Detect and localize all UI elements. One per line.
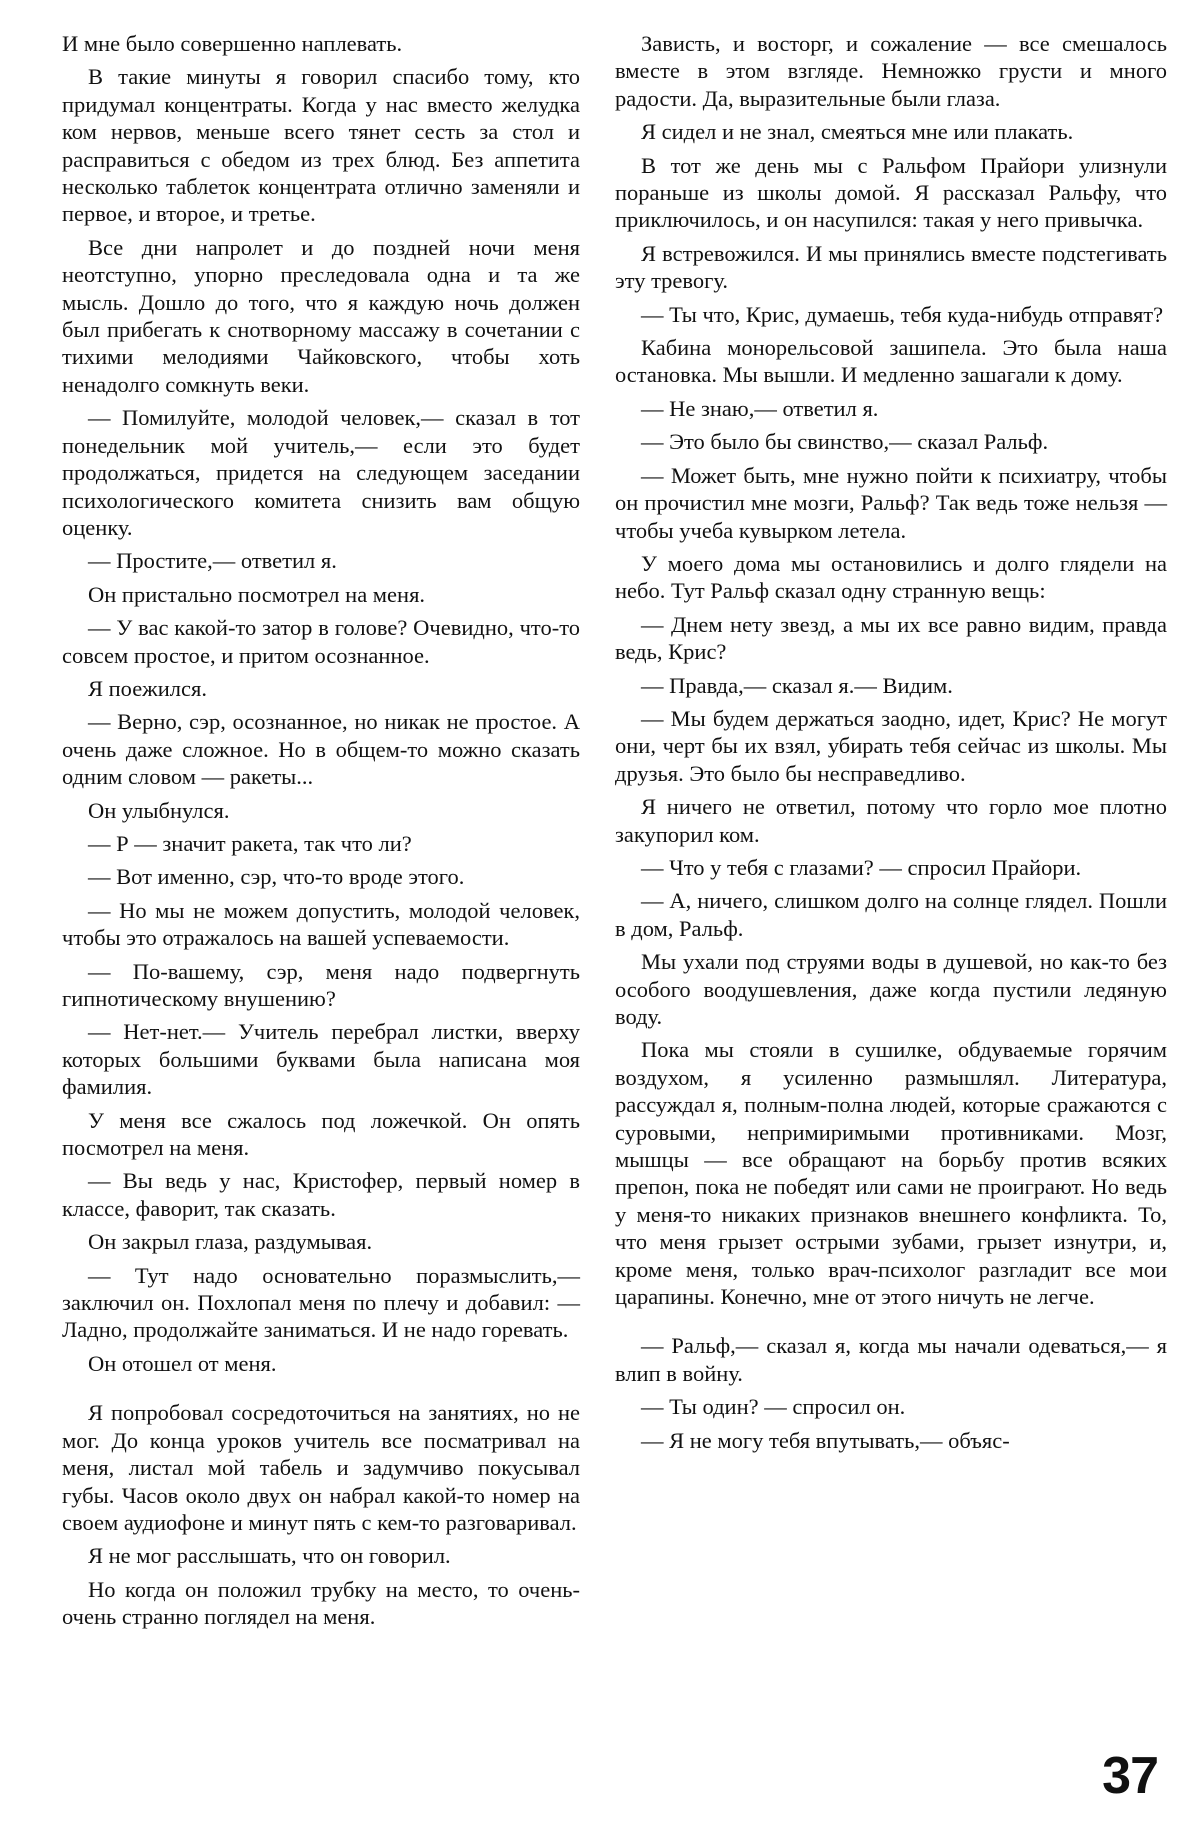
paragraph: — Верно, сэр, осознанное, но никак не простое. А очень даже сложное. Но в общем-то можно сказать одним словом — ракеты... — [62, 709, 580, 790]
paragraph: И мне было совершенно наплевать. — [62, 31, 403, 56]
paragraph: — По-вашему, сэр, меня надо подвергнуть гипнотическому внушению? — [62, 958, 580, 1011]
paragraph: — Нет-нет.— Учитель перебрал листки, вверху которых большими буквами была написана моя фамилия. — [62, 1019, 580, 1100]
paragraph: Кабина монорельсовой зашипела. Это была наша остановка. Мы вышли. И медленно зашагали к дому. — [615, 335, 1167, 388]
paragraph: — Ральф,— сказал я, когда мы начали одеваться,— я влип в войну. — [615, 1333, 1167, 1386]
paragraph: — Ты один? — спросил он. — [641, 1394, 906, 1420]
paragraph: У меня все сжалось под ложечкой. Он опять посмотрел на меня. — [62, 1107, 580, 1161]
paragraph: — У вас какой-то затор в голове? Очевидно, что-то совсем простое, и притом осознанное. — [62, 615, 580, 668]
paragraph: — Правда,— сказал я.— Видим. — [641, 672, 953, 698]
paragraph: В такие минуты я говорил спасибо тому, кто придумал концентраты. Когда у нас вместо желудка ком нервов, меньше всего тянет сесть за стол и расправиться с обедом из трех блюд. Без аппетита несколько таблеток концентрата отлично заменяли и первое, и второе, и третье. — [62, 64, 580, 227]
paragraph: — Вы ведь у нас, Кристофер, первый номер в классе, фаворит, так сказать. — [62, 1168, 580, 1221]
paragraph: — Простите,— ответил я. — [88, 548, 337, 574]
paragraph: — Может быть, мне нужно пойти к психиатру, чтобы он прочистил мне мозги, Ральф? Так ведь тоже нельзя — чтобы учеба кувырком летела. — [615, 462, 1167, 543]
paragraph: — Вот именно, сэр, что-то вроде этого. — [88, 864, 465, 890]
paragraph: — Днем нету звезд, а мы их все равно видим, правда ведь, Крис? — [615, 611, 1167, 665]
paragraph: Мы ухали под струями воды в душевой, но как-то без особого воодушевления, даже когда пустили ледяную воду. — [615, 949, 1167, 1029]
paragraph: Все дни напролет и до поздней ночи меня неотступно, упорно преследовала одна и та же мысль. Дошло до того, что я каждую ночь должен был прибегать к снотворному массажу в сочетании с тихими мелодиями Чайковского, чтобы хоть ненадолго сомкнуть веки. — [62, 234, 580, 397]
paragraph: — Это было бы свинство,— сказал Ральф. — [641, 429, 1049, 455]
paragraph: Я сидел и не знал, смеяться мне или плакать. — [641, 119, 1074, 145]
right-column — [615, 30, 1167, 1460]
paragraph: В тот же день мы с Ральфом Прайори улизнули пораньше из школы домой. Я рассказал Ральфу, что приключилось, и он насупился: такая у него привычка. — [615, 152, 1167, 233]
paragraph: Я не мог расслышать, что он говорил. — [88, 1543, 451, 1569]
paragraph: Он отошел от меня. — [88, 1350, 277, 1376]
paragraph: — Ты что, Крис, думаешь, тебя куда-нибудь отправят? — [641, 301, 1164, 327]
paragraph: Зависть, и восторг, и сожаление — все смешалось вместе в этом взгляде. Немножко грусти и много радости. Да, выразительные были глаза. — [615, 31, 1167, 111]
paragraph: Я ничего не ответил, потому что горло мое плотно закупорил ком. — [615, 794, 1167, 847]
paragraph: Я попробовал сосредоточиться на занятиях, но не мог. До конца уроков учитель все посматривал на меня, листал мой табель и задумчиво покусывал губы. Часов около двух он набрал какой-то номер на своем аудиофоне и минут пять с кем-то разговаривал. — [62, 1400, 580, 1535]
paragraph: Пока мы стояли в сушилке, обдуваемые горячим воздухом, я усиленно размышлял. Литература, рассуждал я, полным-полна людей, которые сражаются с суровыми, непримиримыми противниками. Мозг, мышцы — все обращают на борьбу против всяких препон, пока не победят или сами не проиграют. Но ведь у меня-то никаких признаков внешнего конфликта. То, что меня грызет острыми зубами, грызет изнутри, и, кроме меня, только врач-психолог разгладит все мои царапины. Конечно, мне от этого ничуть не легче. — [615, 1037, 1167, 1310]
paragraph: — А, ничего, слишком долго на солнце глядел. Пошли в дом, Ральф. — [615, 888, 1167, 941]
left-column — [62, 30, 580, 1637]
paragraph: Он закрыл глаза, раздумывая. — [88, 1229, 373, 1255]
paragraph: Он улыбнулся. — [88, 797, 230, 823]
paragraph: — Но мы не можем допустить, молодой человек, чтобы это отражалось на вашей успеваемости. — [62, 897, 580, 951]
paragraph: — Р — значит ракета, так что ли? — [88, 830, 412, 856]
paragraph: — Не знаю,— ответил я. — [641, 395, 879, 421]
paragraph: Я поежился. — [88, 675, 207, 701]
paragraph: У моего дома мы остановились и долго глядели на небо. Тут Ральф сказал одну странную вещь: — [615, 550, 1167, 604]
paragraph: — Я не могу тебя впутывать,— объяс- — [641, 1427, 1010, 1453]
paragraph: — Тут надо основательно поразмыслить,— заключил он. Похлопал меня по плечу и добавил: — Ладно, продолжайте заниматься. И не надо горевать. — [62, 1262, 580, 1343]
paragraph: Я встревожился. И мы принялись вместе подстегивать эту тревогу. — [615, 240, 1167, 294]
paragraph: — Мы будем держаться заодно, идет, Крис? Не могут они, черт бы их взял, убирать тебя сейчас из школы. Мы друзья. Это было бы несправедливо. — [615, 705, 1167, 786]
paragraph: Он пристально посмотрел на меня. — [88, 581, 426, 607]
paragraph: Но когда он положил трубку на место, то очень-очень странно поглядел на меня. — [62, 1576, 580, 1630]
page-number: 37 — [1102, 1747, 1158, 1805]
paragraph: — Помилуйте, молодой человек,— сказал в тот понедельник мой учитель,— если это будет продолжаться, придется на следующем заседании психологического комитета снизить вам общую оценку. — [62, 405, 580, 540]
paragraph: — Что у тебя с глазами? — спросил Прайори. — [641, 854, 1082, 880]
